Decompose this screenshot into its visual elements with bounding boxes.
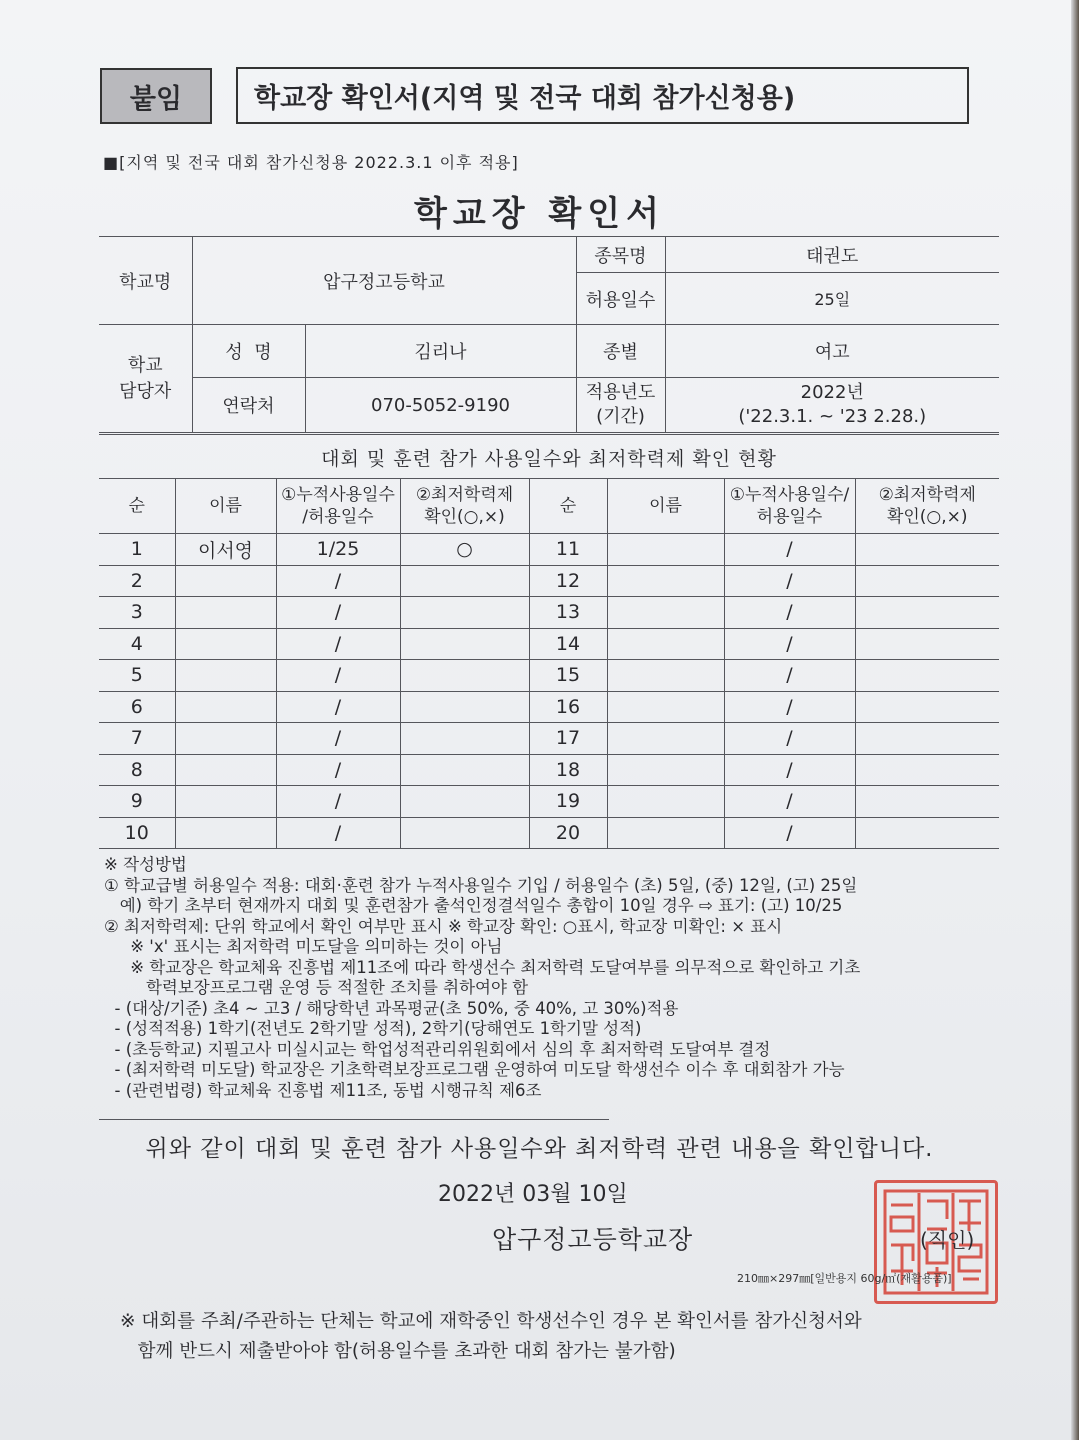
- roster-name-right: [607, 754, 724, 786]
- roster-check-right: [855, 723, 999, 755]
- roster-row: [99, 660, 999, 692]
- note-line: - (최저학력 미도달) 학교장은 기초학력보장프로그램 운영하여 미도달 학생선수 이수 후 대회참가 가능: [104, 1060, 845, 1079]
- attachment-tag: 붙임: [100, 68, 212, 124]
- phone-label: 연락처: [192, 378, 305, 433]
- roster-body: [99, 534, 999, 849]
- roster-no-right: 13: [529, 597, 607, 629]
- event-value: 태권도: [665, 237, 999, 273]
- roster-name-right: [607, 691, 724, 723]
- col-no-right: 순: [529, 479, 607, 534]
- col-used-left-line2: /허용일수: [302, 507, 374, 527]
- roster-check-right: [855, 628, 999, 660]
- roster-no-left: 7: [99, 723, 175, 755]
- allowed-days-label: 허용일수: [576, 273, 665, 325]
- school-value: 압구정고등학교: [192, 237, 576, 325]
- roster-name-left: [175, 817, 276, 849]
- name-value: 김리나: [305, 325, 576, 378]
- period-range: ('22.3.1. ~ '23 2.28.): [738, 406, 927, 427]
- footer-line: ※ 대회를 주최/주관하는 단체는 학교에 재학중인 학생선수인 경우 본 확인서를 참가신청서와: [120, 1311, 862, 1332]
- col-no-left: 순: [99, 479, 175, 534]
- roster-used-right: /: [724, 754, 855, 786]
- period-value: [665, 378, 999, 433]
- roster-used-right: /: [724, 597, 855, 629]
- footer-note: [120, 1307, 862, 1367]
- col-check-right-line2: 확인(○,×): [886, 507, 968, 527]
- roster-used-left: /: [276, 723, 400, 755]
- writing-instructions: [104, 855, 1004, 1101]
- roster-no-right: 14: [529, 628, 607, 660]
- roster-check-right: [855, 597, 999, 629]
- school-info-table: [99, 236, 999, 433]
- roster-table: [99, 478, 999, 849]
- roster-row: [99, 534, 999, 566]
- roster-name-left: [175, 660, 276, 692]
- document-title: 학교장 확인서: [414, 194, 665, 234]
- contact-group-label-line2: 담당자: [119, 380, 172, 402]
- roster-no-left: 9: [99, 786, 175, 818]
- period-label: [576, 378, 665, 433]
- col-check-left-line2: 확인(○,×): [424, 507, 505, 527]
- roster-no-right: 16: [529, 691, 607, 723]
- roster-no-left: 5: [99, 660, 175, 692]
- roster-check-left: [400, 817, 529, 849]
- roster-used-right: /: [724, 565, 855, 597]
- contact-group-label: [99, 325, 192, 433]
- roster-used-right: /: [724, 786, 855, 818]
- roster-check-right: [855, 754, 999, 786]
- roster-used-right: /: [724, 691, 855, 723]
- roster-name-right: [607, 786, 724, 818]
- note-line: 예) 학기 초부터 현재까지 대회 및 훈련참가 출석인정결석일수 총합이 10일 경우 ⇨ 표기: (고) 10/25: [104, 896, 843, 915]
- note-line: - (성적적용) 1학기(전년도 2학기말 성적), 2학기(당해연도 1학기말 성적): [104, 1019, 642, 1038]
- period-label-line1: 적용년도: [585, 382, 656, 403]
- period-year: 2022년: [800, 382, 864, 403]
- type-value: 여고: [665, 325, 999, 378]
- col-check-right-line1: ②최저학력제: [878, 485, 976, 505]
- roster-name-right: [607, 817, 724, 849]
- roster-used-right: /: [724, 817, 855, 849]
- roster-no-left: 10: [99, 817, 175, 849]
- roster-row: [99, 628, 999, 660]
- roster-used-left: /: [276, 786, 400, 818]
- roster-row: [99, 597, 999, 629]
- roster-check-right: [855, 817, 999, 849]
- roster-name-right: [607, 597, 724, 629]
- header-title: 학교장 확인서(지역 및 전국 대회 참가신청용): [236, 67, 969, 124]
- type-label: 종별: [576, 325, 665, 378]
- note-line: ※ 작성방법: [104, 855, 187, 874]
- roster-check-left: [400, 660, 529, 692]
- roster-no-left: 3: [99, 597, 175, 629]
- col-name-left: 이름: [175, 479, 276, 534]
- roster-name-right: [607, 565, 724, 597]
- note-line: ※ 'x' 표시는 최저학력 미도달을 의미하는 것이 아님: [104, 937, 503, 956]
- confirmation-statement: 위와 같이 대회 및 훈련 참가 사용일수와 최저학력 관련 내용을 확인합니다.: [145, 1136, 934, 1162]
- col-check-left-line1: ②최저학력제: [415, 485, 514, 505]
- roster-check-left: [400, 723, 529, 755]
- roster-row: [99, 786, 999, 818]
- roster-no-right: 18: [529, 754, 607, 786]
- roster-name-left: [175, 754, 276, 786]
- period-label-line2: (기간): [596, 406, 645, 427]
- roster-used-left: /: [276, 628, 400, 660]
- roster-no-right: 20: [529, 817, 607, 849]
- principal-name: 압구정고등학교장: [492, 1225, 694, 1254]
- col-check-left: [400, 479, 529, 534]
- roster-check-left: [400, 628, 529, 660]
- roster-check-left: [400, 754, 529, 786]
- roster-check-left: [400, 597, 529, 629]
- roster-check-left: [400, 565, 529, 597]
- roster-no-left: 6: [99, 691, 175, 723]
- contact-group-label-line1: 학교: [127, 354, 163, 376]
- roster-check-right: [855, 565, 999, 597]
- applied-note: ■[지역 및 전국 대회 참가신청용 2022.3.1 이후 적용]: [103, 153, 519, 172]
- roster-used-right: /: [724, 628, 855, 660]
- roster-header-row: [99, 479, 999, 534]
- roster-used-left: /: [276, 597, 400, 629]
- roster-row: [99, 723, 999, 755]
- roster-no-left: 1: [99, 534, 175, 566]
- status-title: 대회 및 훈련 참가 사용일수와 최저학력제 확인 현황: [99, 434, 999, 479]
- note-line: - (초등학교) 지필고사 미실시교는 학업성적관리위원회에서 심의 후 최저학력 도달여부 결정: [104, 1039, 771, 1059]
- roster-no-left: 4: [99, 628, 175, 660]
- roster-row: [99, 817, 999, 849]
- roster-check-right: [855, 534, 999, 566]
- roster-check-left: ○: [400, 534, 529, 566]
- school-label: 학교명: [99, 237, 192, 325]
- roster-name-left: [175, 786, 276, 818]
- roster-name-right: [607, 723, 724, 755]
- roster-name-left: [175, 628, 276, 660]
- notes-divider: [99, 1119, 609, 1120]
- note-line: 학력보장프로그램 운영 등 적절한 조치를 취하여야 함: [104, 978, 529, 997]
- roster-name-left: 이서영: [175, 534, 276, 566]
- roster-no-right: 15: [529, 660, 607, 692]
- roster-used-left: /: [276, 817, 400, 849]
- roster-row: [99, 691, 999, 723]
- col-used-left-line1: ①누적사용일수: [281, 485, 395, 505]
- roster-used-right: /: [724, 660, 855, 692]
- note-line: ② 최저학력제: 단위 학교에서 확인 여부만 표시 ※ 학교장 확인: ○표시, 학교장 미확인: × 표시: [104, 916, 783, 936]
- roster-check-left: [400, 691, 529, 723]
- roster-check-right: [855, 691, 999, 723]
- roster-no-left: 8: [99, 754, 175, 786]
- roster-name-left: [175, 597, 276, 629]
- note-line: ※ 학교장은 학교체육 진흥법 제11조에 따라 학생선수 최저학력 도달여부를 의무적으로 확인하고 기초: [104, 957, 861, 977]
- roster-no-right: 12: [529, 565, 607, 597]
- col-used-right: [724, 479, 855, 534]
- roster-used-left: /: [276, 565, 400, 597]
- phone-value: 070-5052-9190: [305, 378, 576, 433]
- roster-used-left: 1/25: [276, 534, 400, 566]
- roster-name-left: [175, 691, 276, 723]
- roster-check-right: [855, 660, 999, 692]
- roster-used-right: /: [724, 723, 855, 755]
- roster-no-left: 2: [99, 565, 175, 597]
- note-line: ① 학교급별 허용일수 적용: 대회·훈련 참가 누적사용일수 기입 / 허용일수 (초) 5일, (중) 12일, (고) 25일: [104, 875, 858, 895]
- roster-used-right: /: [724, 534, 855, 566]
- roster-name-left: [175, 723, 276, 755]
- roster-no-right: 11: [529, 534, 607, 566]
- name-label: 성 명: [192, 325, 305, 378]
- roster-used-left: /: [276, 691, 400, 723]
- roster-name-left: [175, 565, 276, 597]
- roster-name-right: [607, 628, 724, 660]
- seal-mark: (직인): [920, 1228, 975, 1252]
- note-line: - (대상/기준) 초4 ~ 고3 / 해당학년 과목평균(초 50%, 중 40%, 고 30%)적용: [104, 998, 679, 1018]
- paper-spec: 210㎜×297㎜[일반용지 60g/㎡(재활용품)]: [737, 1272, 952, 1285]
- col-check-right: [855, 479, 999, 534]
- col-used-right-line2: 허용일수: [756, 507, 823, 527]
- issue-date: 2022년 03월 10일: [438, 1182, 628, 1207]
- roster-name-right: [607, 660, 724, 692]
- roster-no-right: 19: [529, 786, 607, 818]
- roster-used-left: /: [276, 660, 400, 692]
- col-used-right-line1: ①누적사용일수/: [729, 485, 850, 505]
- roster-check-right: [855, 786, 999, 818]
- col-used-left: [276, 479, 400, 534]
- allowed-days-value: 25일: [665, 273, 999, 325]
- roster-check-left: [400, 786, 529, 818]
- roster-name-right: [607, 534, 724, 566]
- note-line: - (관련법령) 학교체육 진흥법 제11조, 동법 시행규칙 제6조: [104, 1080, 542, 1100]
- roster-row: [99, 754, 999, 786]
- footer-line: 함께 반드시 제출받아야 함(허용일수를 초과한 대회 참가는 불가함): [120, 1341, 676, 1362]
- roster-row: [99, 565, 999, 597]
- page-edge: [1071, 0, 1079, 1440]
- roster-used-left: /: [276, 754, 400, 786]
- roster-no-right: 17: [529, 723, 607, 755]
- event-label: 종목명: [576, 237, 665, 273]
- col-name-right: 이름: [607, 479, 724, 534]
